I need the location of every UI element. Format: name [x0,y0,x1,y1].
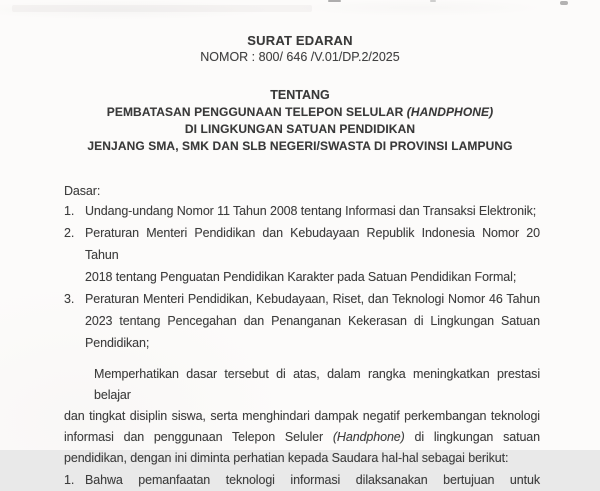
basis-item-3 [64,288,540,354]
subject-line-1 [0,104,600,121]
basis-item-2-line-1: Peraturan Menteri Pendidikan dan Kebudayaan Republik Indonesia Nomor 20 Tahun [85,226,540,262]
paragraph-line-3-text-after: di lingkungan satuan [404,430,540,444]
paragraph-line-1: Memperhatikan dasar tersebut di atas, dalam rangka meningkatkan prestasi belajar [94,367,540,402]
letter-body [64,182,540,491]
doc-number: NOMOR : 800/ 646 /V.01/DP.2/2025 [200,50,400,64]
basis-item-3-text [85,288,540,354]
paragraph-line-4: pendidikan, dengan ini diminta perhatian kepada Saudara hal-hal sebagai berikut: [64,451,509,465]
basis-item-1 [64,200,540,222]
point-item-1 [64,469,540,491]
paragraph-line-3-italic: (Handphone) [332,430,405,444]
basis-item-2 [64,222,540,288]
point-item-1-text: Bahwa pemanfaatan teknologi informasi dilaksanakan bertujuan untuk [85,473,540,487]
basis-item-1-line-1: Undang-undang Nomor 11 Tahun 2008 tentang Informasi dan Transaksi Elektronik; [85,204,537,218]
basis-item-2-text [85,222,540,288]
basis-item-3-line-1: Peraturan Menteri Pendidikan, Kebudayaan, Riset, dan Teknologi Nomor 46 Tahun [85,292,540,306]
basis-item-3-number: 3. [64,292,75,306]
subject-line-1-text: PEMBATASAN PENGGUNAAN TELEPON SELULAR [106,105,407,119]
basis-list [64,200,540,354]
subject-line-1-italic: (HANDPHONE) [406,105,494,119]
paragraph-line-3-text: informasi dan penggunaan Telepon Seluler [64,430,333,444]
basis-item-3-line-2: 2023 tentang Pencegahan dan Penanganan Kekerasan di Lingkungan Satuan [85,314,540,328]
basis-label: Dasar: [64,184,101,198]
basis-item-1-number: 1. [64,204,75,218]
doc-type-title: SURAT EDARAN [247,33,353,48]
point-item-1-number: 1. [64,473,75,487]
letter-heading [0,0,600,155]
paragraph-line-3 [64,427,540,448]
scan-artifact [328,0,341,2]
scan-artifact [560,1,568,5]
subject-line-3: JENJANG SMA, SMK DAN SLB NEGERI/SWASTA DI PROVINSI LAMPUNG [87,139,513,153]
main-paragraph [64,364,540,469]
basis-item-3-line-3: Pendidikan; [85,336,150,350]
subject-block [0,104,600,155]
basis-item-2-line-2: 2018 tentang Penguatan Pendidikan Karakter pada Satuan Pendidikan Formal; [85,270,517,284]
scan-smudge [12,5,312,12]
basis-item-2-number: 2. [64,226,75,240]
scan-artifact [430,0,436,2]
subject-line-2: DI LINGKUNGAN SATUAN PENDIDIKAN [184,122,416,136]
basis-item-1-text [85,200,540,222]
paragraph-line-2: dan tingkat disiplin siswa, serta menghindari dampak negatif perkembangan teknologi [64,409,540,423]
about-label: TENTANG [270,88,330,102]
